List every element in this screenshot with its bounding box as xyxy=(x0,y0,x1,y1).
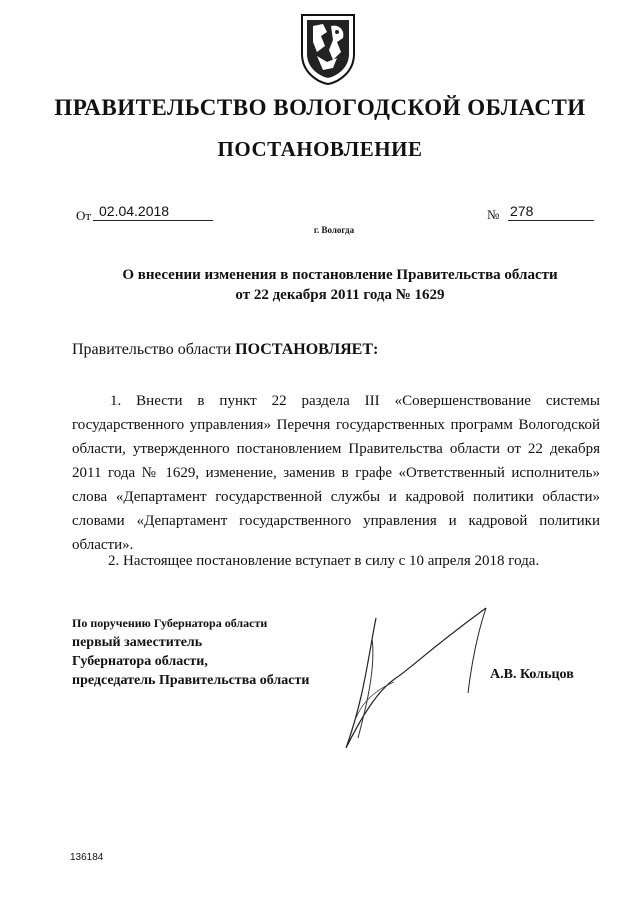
subject-line-2: от 22 декабря 2011 года № 1629 xyxy=(235,287,445,303)
signer-line-3: Губернатора области, xyxy=(72,654,208,669)
government-title: ПРАВИТЕЛЬСТВО ВОЛОГОДСКОЙ ОБЛАСТИ xyxy=(54,95,586,120)
coat-of-arms-icon xyxy=(299,12,357,86)
document-number: 278 xyxy=(508,203,594,221)
preamble xyxy=(72,341,378,359)
document-type: ПОСТАНОВЛЕНИЕ xyxy=(217,137,423,161)
paragraph-1: 1. Внести в пункт 22 раздела III «Совершенствование системы государственного управления» Перечня государственных программ Вологодской области, утвержденного постановлением Правительства области от 22 декабря 2011 года № 1629, изменение, заменив в графе «Ответственный исполнитель» слова «Департамент государственной службы и кадровой политики области» словами «Департамент государственного управления и кадровой политики области». xyxy=(72,393,600,553)
signer-line-2: первый заместитель xyxy=(72,635,203,650)
city: г. Вологда xyxy=(313,225,355,235)
document-code: 136184 xyxy=(70,852,104,863)
subject-line-1: О внесении изменения в постановление Правительства области xyxy=(122,267,558,283)
date-label: От xyxy=(76,208,92,223)
signer-line-4: председатель Правительства области xyxy=(72,673,310,688)
handwritten-signature-icon xyxy=(336,598,506,778)
paragraph-2: 2. Настоящее постановление вступает в силу с 10 апреля 2018 года. xyxy=(108,553,540,569)
document-date: 02.04.2018 xyxy=(93,203,213,221)
signer-name: А.В. Кольцов xyxy=(490,667,574,682)
signer-line-1: По поручению Губернатора области xyxy=(72,616,268,630)
preamble-bold: ПОСТАНОВЛЯЕТ: xyxy=(235,341,379,358)
signer-block xyxy=(72,614,309,690)
document-subject xyxy=(60,265,620,305)
number-label: № xyxy=(487,207,500,222)
preamble-text: Правительство области xyxy=(72,341,232,358)
